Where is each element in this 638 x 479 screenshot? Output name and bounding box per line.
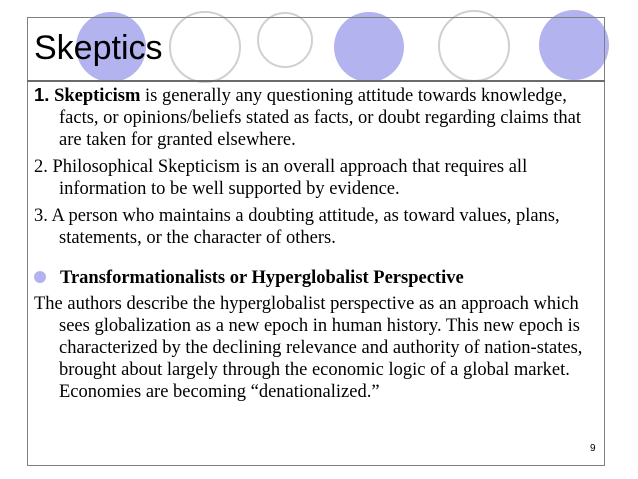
slide-body [34, 84, 596, 422]
page-number: 9 [590, 443, 596, 454]
slide-title: Skeptics [34, 29, 163, 67]
list-item-2: 2. Philosophical Skepticism is an overall approach that requires all information to be well supported by evidence. [34, 157, 528, 199]
list-number: 1. [34, 84, 50, 105]
list-item-3: 3. A person who maintains a doubting attitude, as toward values, plans, statements, or the character of others. [34, 206, 560, 248]
body-paragraph: The authors describe the hyperglobalist perspective as an approach which sees globalization as a new epoch in human history. This new epoch is characterized by the declining relevance and authority of nation-states, brought about largely through the economic logic of a global market. Economies are becoming “denationalized.” [34, 294, 583, 402]
title-divider [27, 80, 605, 82]
bullet-heading-text: Transformationalists or Hyperglobalist Perspective [60, 268, 464, 288]
list-item-text: is generally any questioning attitude towards knowledge, facts, or opinions/beliefs stated as facts, or doubt regarding claims that are taken for granted elsewhere. [59, 86, 581, 150]
bullet-heading [34, 267, 596, 289]
bullet-dot-icon [34, 271, 46, 283]
term-skepticism: Skepticism [54, 86, 141, 106]
list-item-1 [34, 84, 596, 151]
